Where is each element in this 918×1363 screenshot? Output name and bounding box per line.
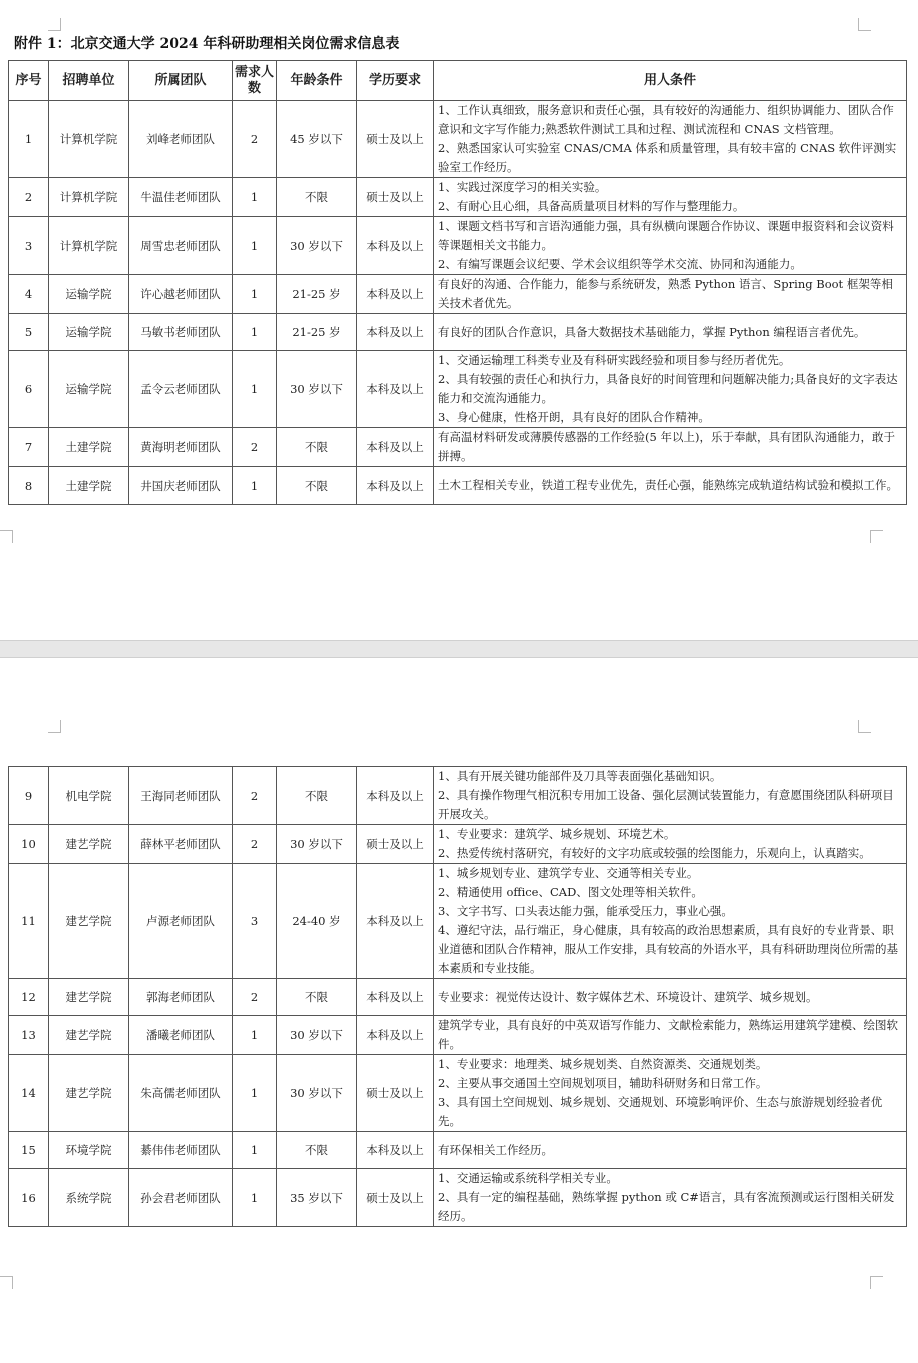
corner-mark <box>0 1276 13 1289</box>
row-education: 硕士及以上 <box>357 178 434 217</box>
requirement-line: 专业要求：视觉传达设计、数字媒体艺术、环境设计、建筑学、城乡规划。 <box>438 989 818 1004</box>
table-row <box>9 467 907 505</box>
header-age: 年龄条件 <box>277 61 357 101</box>
requirement-line: 1、专业要求：地理类、城乡规划类、自然资源类、交通规划类。 <box>438 1057 768 1071</box>
corner-mark <box>48 720 61 733</box>
corner-mark <box>48 18 61 31</box>
row-count: 2 <box>233 767 277 825</box>
row-team: 马敏书老师团队 <box>129 314 233 351</box>
row-unit: 系统学院 <box>49 1169 129 1227</box>
row-number: 7 <box>9 428 49 467</box>
row-age: 不限 <box>277 767 357 825</box>
row-number: 16 <box>9 1169 49 1227</box>
row-number: 3 <box>9 217 49 275</box>
corner-mark <box>0 530 13 543</box>
row-requirements <box>434 1055 907 1132</box>
row-number: 12 <box>9 979 49 1016</box>
row-requirements <box>434 1132 907 1169</box>
row-requirements <box>434 467 907 505</box>
row-number: 4 <box>9 275 49 314</box>
requirement-line: 2、有耐心且心细，具备高质量项目材料的写作与整理能力。 <box>438 199 745 213</box>
row-requirements <box>434 767 907 825</box>
row-requirements <box>434 1016 907 1055</box>
requirement-line: 有良好的沟通、合作能力，能参与系统研发，熟悉 Python 语言、Spring Boot 框架等相关技术者优先。 <box>438 277 893 310</box>
row-age: 不限 <box>277 467 357 505</box>
requirement-line: 3、具有国土空间规划、城乡规划、交通规划、环境影响评价、生态与旅游规划经验者优先。 <box>438 1095 883 1128</box>
requirement-line: 3、文字书写、口头表达能力强，能承受压力，事业心强。 <box>438 904 733 918</box>
row-unit: 土建学院 <box>49 467 129 505</box>
document-page-2 <box>0 658 918 1363</box>
row-unit: 建艺学院 <box>49 979 129 1016</box>
requirement-line: 有良好的团队合作意识，具备大数据技术基础能力，掌握 Python 编程语言者优先。 <box>438 324 866 339</box>
row-team: 孟令云老师团队 <box>129 351 233 428</box>
row-team: 黄海明老师团队 <box>129 428 233 467</box>
row-requirements <box>434 101 907 178</box>
row-team: 许心越老师团队 <box>129 275 233 314</box>
row-unit: 建艺学院 <box>49 864 129 979</box>
row-requirements <box>434 428 907 467</box>
requirement-line: 有高温材料研发或薄膜传感器的工作经验(5 年以上)，乐于奉献，具有团队沟通能力，敢于拼搏。 <box>438 430 895 463</box>
row-unit: 机电学院 <box>49 767 129 825</box>
table-row <box>9 314 907 351</box>
row-age: 30 岁以下 <box>277 1055 357 1132</box>
table-row <box>9 825 907 864</box>
row-education: 硕士及以上 <box>357 1055 434 1132</box>
row-count: 1 <box>233 314 277 351</box>
row-number: 6 <box>9 351 49 428</box>
row-team: 綦伟伟老师团队 <box>129 1132 233 1169</box>
requirement-line: 2、具有一定的编程基础，熟练掌握 python 或 C#语言，具有客流预测或运行图相关研发经历。 <box>438 1190 895 1223</box>
row-number: 9 <box>9 767 49 825</box>
row-count: 1 <box>233 275 277 314</box>
row-education: 本科及以上 <box>357 979 434 1016</box>
row-unit: 运输学院 <box>49 314 129 351</box>
row-count: 1 <box>233 1132 277 1169</box>
row-unit: 环境学院 <box>49 1132 129 1169</box>
row-unit: 运输学院 <box>49 275 129 314</box>
requirement-line: 2、热爱传统村落研究，有较好的文字功底或较强的绘图能力，乐观向上，认真踏实。 <box>438 846 871 860</box>
row-count: 1 <box>233 467 277 505</box>
row-count: 1 <box>233 178 277 217</box>
row-unit: 运输学院 <box>49 351 129 428</box>
page-separator <box>0 640 918 658</box>
requirement-line: 1、城乡规划专业、建筑学专业、交通等相关专业。 <box>438 866 699 880</box>
requirement-line: 有环保相关工作经历。 <box>438 1142 553 1157</box>
table-row <box>9 1132 907 1169</box>
table-row <box>9 1016 907 1055</box>
requirement-line: 1、交通运输或系统科学相关专业。 <box>438 1171 618 1185</box>
row-count: 1 <box>233 1016 277 1055</box>
row-team: 牛温佳老师团队 <box>129 178 233 217</box>
document-page-1 <box>0 0 918 640</box>
header-edu: 学历要求 <box>357 61 434 101</box>
row-education: 本科及以上 <box>357 864 434 979</box>
requirement-line: 3、身心健康，性格开朗，具有良好的团队合作精神。 <box>438 410 710 424</box>
row-requirements <box>434 864 907 979</box>
job-table-part-2 <box>8 766 907 1227</box>
row-count: 2 <box>233 101 277 178</box>
requirement-line: 2、具有操作物理气相沉积专用加工设备、强化层测试装置能力，有意愿围绕团队科研项目开展攻关。 <box>438 788 894 821</box>
row-requirements <box>434 825 907 864</box>
row-team: 朱高儒老师团队 <box>129 1055 233 1132</box>
row-age: 30 岁以下 <box>277 1016 357 1055</box>
row-count: 1 <box>233 1055 277 1132</box>
corner-mark <box>858 18 871 31</box>
table-row <box>9 217 907 275</box>
requirement-line: 建筑学专业，具有良好的中英双语写作能力、文献检索能力，熟练运用建筑学建模、绘图软件。 <box>438 1018 898 1051</box>
row-unit: 计算机学院 <box>49 178 129 217</box>
row-team: 刘峰老师团队 <box>129 101 233 178</box>
row-team: 周雪忠老师团队 <box>129 217 233 275</box>
requirement-line: 土木工程相关专业，铁道工程专业优先，责任心强，能熟练完成轨道结构试验和模拟工作。 <box>438 478 898 492</box>
table-row <box>9 178 907 217</box>
table-row <box>9 864 907 979</box>
row-education: 本科及以上 <box>357 1132 434 1169</box>
row-count: 2 <box>233 825 277 864</box>
row-number: 2 <box>9 178 49 217</box>
row-education: 硕士及以上 <box>357 1169 434 1227</box>
header-team: 所属团队 <box>129 61 233 101</box>
row-number: 1 <box>9 101 49 178</box>
row-team: 卢源老师团队 <box>129 864 233 979</box>
row-team: 王海同老师团队 <box>129 767 233 825</box>
row-count: 3 <box>233 864 277 979</box>
row-education: 本科及以上 <box>357 351 434 428</box>
row-requirements <box>434 979 907 1016</box>
row-age: 45 岁以下 <box>277 101 357 178</box>
row-team: 郭海老师团队 <box>129 979 233 1016</box>
row-age: 30 岁以下 <box>277 351 357 428</box>
row-team: 潘曦老师团队 <box>129 1016 233 1055</box>
table-row <box>9 979 907 1016</box>
header-unit: 招聘单位 <box>49 61 129 101</box>
row-requirements <box>434 178 907 217</box>
table-row <box>9 428 907 467</box>
row-age: 不限 <box>277 1132 357 1169</box>
requirement-line: 1、课题文档书写和言语沟通能力强，具有纵横向课题合作协议、课题申报资料和会议资料等课题相关文书能力。 <box>438 219 894 252</box>
table-header-row <box>9 61 907 101</box>
header-count: 需求人数 <box>233 61 277 101</box>
requirement-line: 1、专业要求：建筑学、城乡规划、环境艺术。 <box>438 827 676 841</box>
row-education: 本科及以上 <box>357 217 434 275</box>
row-count: 1 <box>233 1169 277 1227</box>
row-unit: 土建学院 <box>49 428 129 467</box>
requirement-line: 2、熟悉国家认可实验室 CNAS/CMA 体系和质量管理，具有较丰富的 CNAS 软件评测实验室工作经历。 <box>438 141 897 174</box>
row-age: 不限 <box>277 428 357 467</box>
row-age: 21-25 岁 <box>277 314 357 351</box>
row-education: 本科及以上 <box>357 428 434 467</box>
row-count: 2 <box>233 979 277 1016</box>
row-team: 孙会君老师团队 <box>129 1169 233 1227</box>
row-age: 30 岁以下 <box>277 825 357 864</box>
row-education: 本科及以上 <box>357 767 434 825</box>
row-unit: 建艺学院 <box>49 1055 129 1132</box>
row-age: 35 岁以下 <box>277 1169 357 1227</box>
row-education: 本科及以上 <box>357 275 434 314</box>
row-count: 2 <box>233 428 277 467</box>
requirement-line: 2、有编写课题会议纪要、学术会议组织等学术交流、协同和沟通能力。 <box>438 257 802 271</box>
row-unit: 计算机学院 <box>49 101 129 178</box>
row-age: 30 岁以下 <box>277 217 357 275</box>
table-row <box>9 101 907 178</box>
requirement-line: 1、具有开展关键功能部件及刀具等表面强化基础知识。 <box>438 769 722 783</box>
requirement-line: 4、遵纪守法，品行端正，身心健康，具有较高的政治思想素质，具有良好的专业背景、职业道德和团队合作精神，服从工作安排，具有较高的外语水平，具有科研助理岗位所需的基本素质和专业技能。 <box>438 923 898 975</box>
row-requirements <box>434 351 907 428</box>
requirement-line: 1、实践过深度学习的相关实验。 <box>438 180 607 194</box>
job-table-part-1 <box>8 60 907 505</box>
row-number: 10 <box>9 825 49 864</box>
row-count: 1 <box>233 217 277 275</box>
row-age: 21-25 岁 <box>277 275 357 314</box>
table-row <box>9 351 907 428</box>
document-title: 附件 1：北京交通大学 2024 年科研助理相关岗位需求信息表 <box>14 36 400 52</box>
requirement-line: 1、工作认真细致，服务意识和责任心强，具有较好的沟通能力、组织协调能力、团队合作意识和文字写作能力;熟悉软件测试工具和过程、测试流程和 CNAS 文档管理。 <box>438 103 894 136</box>
requirement-line: 2、具有较强的责任心和执行力，具备良好的时间管理和问题解决能力;具备良好的文字表达能力和交流沟通能力。 <box>438 372 898 405</box>
row-education: 本科及以上 <box>357 314 434 351</box>
row-number: 8 <box>9 467 49 505</box>
row-education: 本科及以上 <box>357 1016 434 1055</box>
row-age: 不限 <box>277 979 357 1016</box>
row-education: 硕士及以上 <box>357 825 434 864</box>
table-row <box>9 1169 907 1227</box>
row-requirements <box>434 275 907 314</box>
row-number: 15 <box>9 1132 49 1169</box>
row-number: 14 <box>9 1055 49 1132</box>
requirement-line: 1、交通运输理工科类专业及有科研实践经验和项目参与经历者优先。 <box>438 353 791 367</box>
row-team: 薛林平老师团队 <box>129 825 233 864</box>
header-no: 序号 <box>9 61 49 101</box>
header-requirements: 用人条件 <box>434 61 907 101</box>
row-number: 5 <box>9 314 49 351</box>
requirement-line: 2、主要从事交通国土空间规划项目，辅助科研财务和日常工作。 <box>438 1076 768 1090</box>
table-row <box>9 275 907 314</box>
row-unit: 建艺学院 <box>49 1016 129 1055</box>
table-row <box>9 767 907 825</box>
row-education: 本科及以上 <box>357 467 434 505</box>
corner-mark <box>858 720 871 733</box>
row-number: 13 <box>9 1016 49 1055</box>
row-requirements <box>434 217 907 275</box>
row-unit: 计算机学院 <box>49 217 129 275</box>
row-age: 24-40 岁 <box>277 864 357 979</box>
corner-mark <box>870 1276 883 1289</box>
row-requirements <box>434 314 907 351</box>
row-team: 井国庆老师团队 <box>129 467 233 505</box>
row-requirements <box>434 1169 907 1227</box>
row-age: 不限 <box>277 178 357 217</box>
row-count: 1 <box>233 351 277 428</box>
row-education: 硕士及以上 <box>357 101 434 178</box>
row-unit: 建艺学院 <box>49 825 129 864</box>
requirement-line: 2、精通使用 office、CAD、图文处理等相关软件。 <box>438 885 703 899</box>
table-row <box>9 1055 907 1132</box>
row-number: 11 <box>9 864 49 979</box>
corner-mark <box>870 530 883 543</box>
